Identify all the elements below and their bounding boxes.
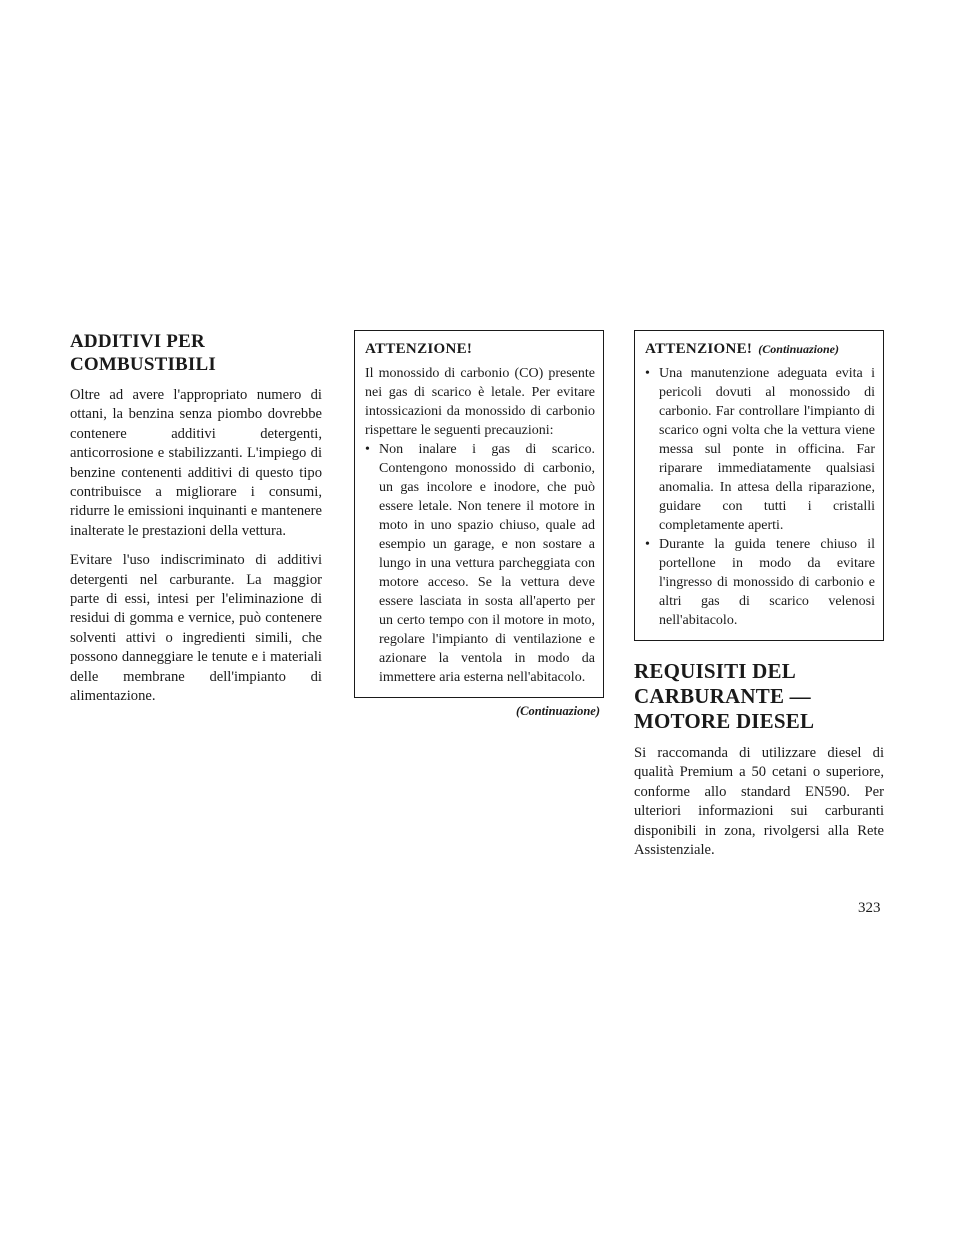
warning-box [354, 330, 604, 698]
warning-list [645, 364, 875, 630]
continuation-label: (Continuazione) [758, 342, 839, 356]
paragraph: Evitare l'uso indiscriminato di additivi detergenti nel carburante. La maggior parte di essi, intesi per l'eliminazione di residui di gomma e vernice, può contenere solventi attivi o ingredienti simili, che possono danneggiare le tenute e i materiali delle membrane dell'impianto di alimentazione. [70, 552, 322, 705]
heading-line: CARBURANTE — [634, 684, 811, 708]
list-item-text: Non inalare i gas di scarico. Contengono monossido di carbonio, un gas incolore e inodore, che può essere letale. Non tenere il motore in moto in uno spazio chiuso, quale ad esempio un garage, e non sostare a lungo in una vettura parcheggiata con motore acceso. Se la vettura deve essere lasciata in sosta all'aperto per un certo tempo con il motore in moto, regolare l'impianto di ventilazione e azionare la ventola in modo da immettere aria esterna nell'abitacolo. [379, 442, 595, 685]
column-left [70, 330, 322, 717]
list-item [365, 440, 595, 687]
heading-line: REQUISITI DEL [634, 659, 796, 683]
list-item [645, 535, 875, 630]
warning-box-continued [634, 330, 884, 641]
paragraph: Oltre ad avere l'appropriato numero di ottani, la benzina senza piombo dovrebbe contenere additivi detergenti, anticorrosione e stabilizzanti. L'impiego di benzine contenenti additivi di questo tipo contribuisce a migliorare i consumi, ridurre le emissioni inquinanti e mantenere inalterate le prestazioni della vettura. [70, 387, 322, 539]
page-number: 323 [858, 900, 881, 916]
bullet-icon: • [645, 537, 650, 552]
heading-line: MOTORE DIESEL [634, 709, 815, 733]
heading-line: ADDITIVI PER [70, 331, 205, 352]
column-middle [354, 330, 604, 719]
list-item-text: Durante la guida tenere chiuso il portellone in modo da evitare l'ingresso di monossido di carbonio e altri gas di scarico velenosi nell'abitacolo. [659, 537, 875, 628]
warning-title [645, 339, 875, 359]
list-item [645, 364, 875, 535]
section-heading-fuel-additives [70, 330, 322, 376]
section-heading-diesel-fuel [634, 659, 884, 734]
warning-title: ATTENZIONE! [365, 341, 473, 357]
list-item-text: Una manutenzione adeguata evita i pericoli dovuti al monossido di carbonio. Far controllare l'impianto di scarico ogni volta che la vettura viene messa sul ponte in officina. Far riparare immediatamente qualsiasi anomalia. In attesa della riparazione, guidare con tutti i cristalli completamente aperti. [659, 366, 875, 533]
warning-title-text: ATTENZIONE! [645, 341, 753, 357]
warning-list [365, 440, 595, 687]
bullet-icon: • [365, 442, 370, 457]
heading-line: COMBUSTIBILI [70, 354, 216, 375]
bullet-icon: • [645, 366, 650, 381]
continuation-note: (Continuazione) [515, 704, 600, 718]
warning-intro: Il monossido di carbonio (CO) presente nei gas di scarico è letale. Per evitare intossicazioni da monossido di carbonio rispettare le seguenti precauzioni: [365, 366, 595, 438]
paragraph: Si raccomanda di utilizzare diesel di qualità Premium a 50 cetani o superiore, conforme allo standard EN590. Per ulteriori informazioni sui carburanti disponibili in zona, rivolgersi alla Rete Assistenziale. [634, 745, 884, 859]
column-right [634, 330, 884, 870]
